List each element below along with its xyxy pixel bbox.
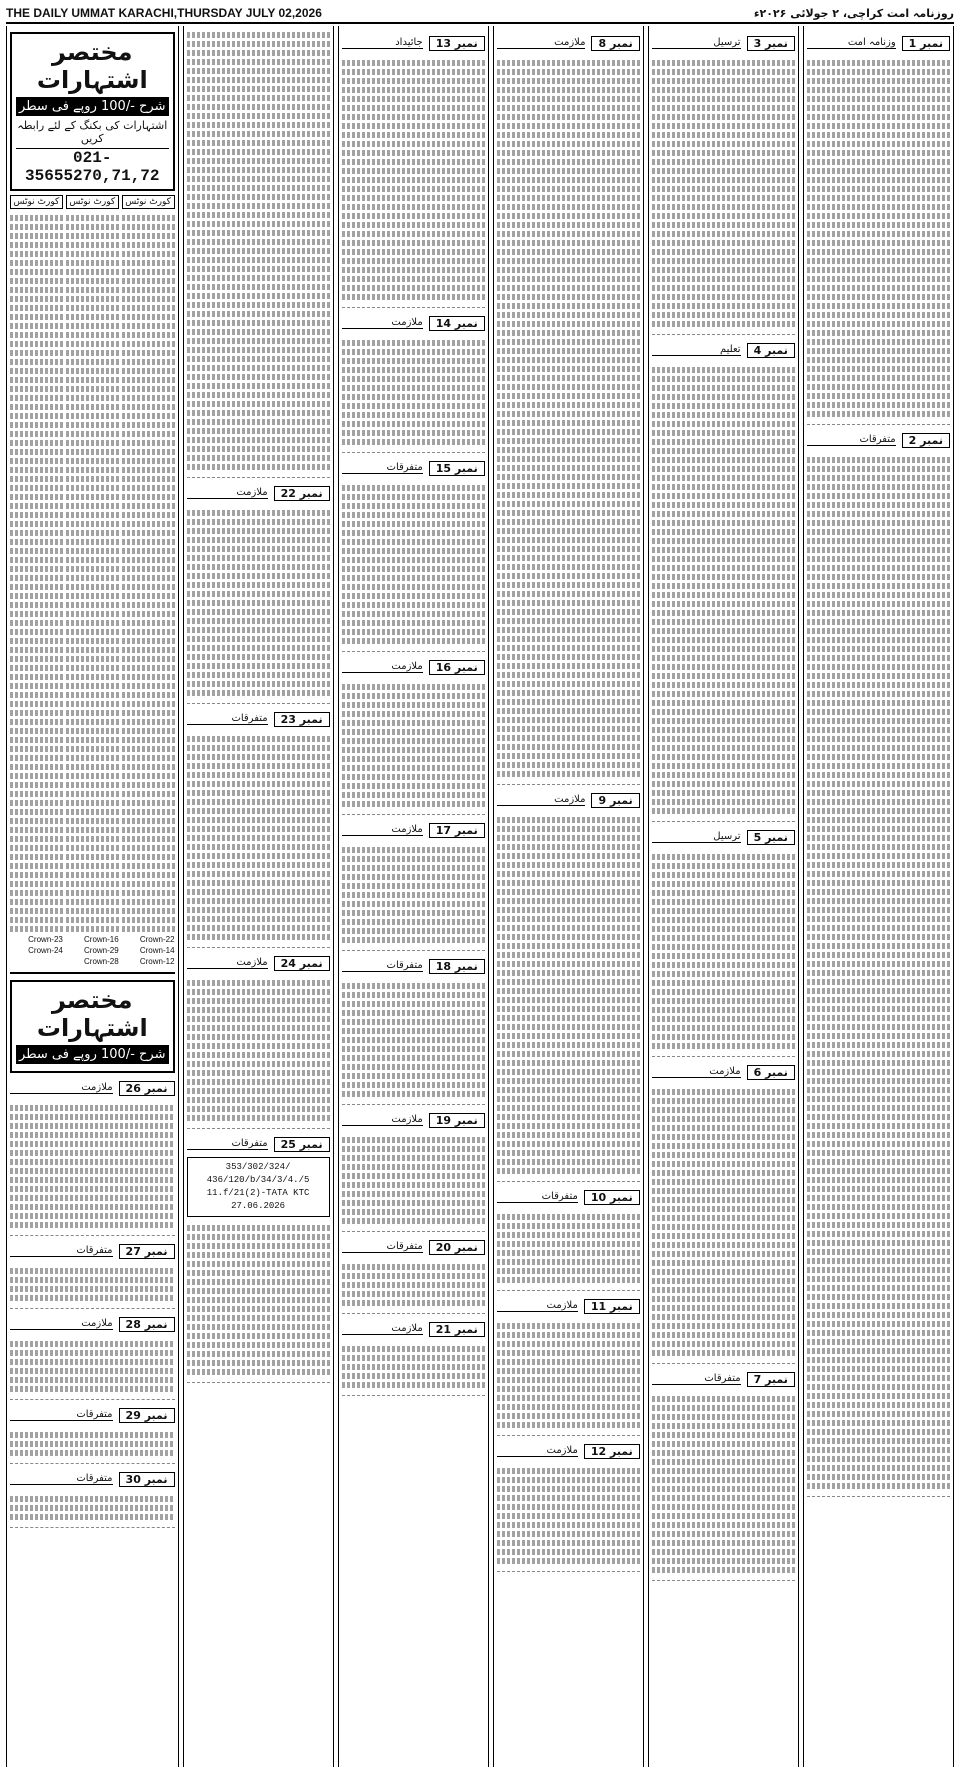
legal-notices-area xyxy=(10,212,175,966)
section-header: نمبر 30 متفرقات xyxy=(10,1470,175,1488)
crown-label: Crown-12 xyxy=(139,957,175,966)
section-header: نمبر 26 ملازمت xyxy=(10,1079,175,1097)
section-header: نمبر 17 ملازمت xyxy=(342,821,485,839)
classified-block xyxy=(497,813,640,1182)
section-header: نمبر 13 جائیداد xyxy=(342,34,485,52)
column-1 xyxy=(803,26,954,1767)
classified-block xyxy=(187,732,330,948)
section-header: نمبر 10 متفرقات xyxy=(497,1188,640,1206)
section-header: نمبر 25 متفرقات xyxy=(187,1135,330,1153)
section-header: نمبر 21 ملازمت xyxy=(342,1320,485,1338)
section-header: نمبر 24 ملازمت xyxy=(187,954,330,972)
classified-block xyxy=(497,1464,640,1572)
court-notice-label: کورٹ نوٹس xyxy=(10,195,63,209)
classified-block xyxy=(342,336,485,453)
classified-block xyxy=(807,56,950,425)
ad-title: مختصر اشتہارات xyxy=(36,986,148,1042)
classified-block xyxy=(342,481,485,652)
crown-label: Crown-22 xyxy=(139,935,175,944)
classified-block xyxy=(342,56,485,308)
classified-block xyxy=(10,1264,175,1309)
urdu-title: روزنامہ امت کراچی، ۲ جولائی ۲۰۲۶ء xyxy=(753,6,954,20)
classified-block xyxy=(187,28,330,478)
crown-label: Crown-14 xyxy=(139,946,175,955)
section-header: نمبر 19 ملازمت xyxy=(342,1111,485,1129)
crown-label: Crown-16 xyxy=(84,935,119,944)
classified-block xyxy=(342,680,485,815)
section-header: نمبر 2 متفرقات xyxy=(807,431,950,449)
ad-phone: 021-35655270,71,72 xyxy=(16,148,169,185)
section-header: نمبر 27 متفرقات xyxy=(10,1242,175,1260)
classified-ads-box xyxy=(10,32,175,191)
section-header: نمبر 16 ملازمت xyxy=(342,658,485,676)
classified-block xyxy=(652,850,795,1057)
classified-block xyxy=(10,1101,175,1236)
classified-block xyxy=(342,1133,485,1232)
classified-block xyxy=(187,976,330,1129)
classified-block xyxy=(652,1392,795,1581)
ad-title: مختصر اشتہارات xyxy=(36,38,148,94)
classified-block xyxy=(807,453,950,1497)
section-header: نمبر 20 متفرقات xyxy=(342,1238,485,1256)
classified-ads-box xyxy=(10,980,175,1073)
crown-label: Crown-28 xyxy=(84,957,119,966)
section-header: نمبر 9 ملازمت xyxy=(497,791,640,809)
classified-block xyxy=(10,1428,175,1464)
section-header: نمبر 28 ملازمت xyxy=(10,1315,175,1333)
section-header: نمبر 18 متفرقات xyxy=(342,957,485,975)
legal-column xyxy=(10,212,63,966)
section-header: نمبر 14 ملازمت xyxy=(342,314,485,332)
ad-note: اشتہارات کی بکنگ کے لئے رابطہ کریں xyxy=(17,119,168,145)
classified-block xyxy=(652,363,795,822)
section-header: نمبر 1 وزنامہ امت xyxy=(807,34,950,52)
tata-notice: 353/302/324/ 436/120/b/34/3/4./5 11.f/21(2)-TATA KTC 27.06.2026 xyxy=(187,1157,330,1217)
section-header: نمبر 5 ترسیل xyxy=(652,828,795,846)
section-header: نمبر 22 ملازمت xyxy=(187,484,330,502)
column-2 xyxy=(648,26,799,1767)
crown-label: Crown-29 xyxy=(84,946,119,955)
section-header: نمبر 11 ملازمت xyxy=(497,1297,640,1315)
legal-column xyxy=(66,212,119,966)
section-header: نمبر 15 متفرقات xyxy=(342,459,485,477)
classified-block xyxy=(497,1210,640,1291)
section-header: نمبر 6 ملازمت xyxy=(652,1063,795,1081)
column-3 xyxy=(493,26,644,1767)
classified-block xyxy=(652,56,795,335)
ad-rate: شرح -/100 روپے فی سطر xyxy=(16,1045,169,1064)
column-5 xyxy=(183,26,334,1767)
section-header: نمبر 8 ملازمت xyxy=(497,34,640,52)
court-notice-label: کورٹ نوٹس xyxy=(66,195,119,209)
classified-block xyxy=(187,506,330,704)
classified-block xyxy=(652,1085,795,1364)
section-header: نمبر 7 متفرقات xyxy=(652,1370,795,1388)
section-header: نمبر 4 تعلیم xyxy=(652,341,795,359)
masthead-bar xyxy=(6,4,954,24)
columns-container xyxy=(6,26,954,1767)
crown-label: Crown-24 xyxy=(28,946,63,955)
classified-block xyxy=(10,1337,175,1400)
classified-block xyxy=(342,1342,485,1396)
ad-rate: شرح -/100 روپے فی سطر xyxy=(16,97,169,116)
classified-block xyxy=(10,1492,175,1528)
court-notice-label: کورٹ نوٹس xyxy=(122,195,175,209)
classified-block xyxy=(342,979,485,1105)
section-header: نمبر 29 متفرقات xyxy=(10,1406,175,1424)
section-header: نمبر 3 ترسیل xyxy=(652,34,795,52)
court-notice-row xyxy=(10,195,175,209)
classified-block xyxy=(497,1319,640,1436)
crown-label: Crown-23 xyxy=(28,935,63,944)
classified-block xyxy=(342,1260,485,1314)
english-title: THE DAILY UMMAT KARACHI,THURSDAY JULY 02,2026 xyxy=(6,6,322,20)
section-header: نمبر 12 ملازمت xyxy=(497,1442,640,1460)
section-header: نمبر 23 متفرقات xyxy=(187,710,330,728)
classified-block xyxy=(187,1221,330,1383)
legal-column xyxy=(122,212,175,966)
column-4 xyxy=(338,26,489,1767)
classified-block xyxy=(342,843,485,951)
classified-block xyxy=(497,56,640,785)
column-6 xyxy=(6,26,179,1767)
